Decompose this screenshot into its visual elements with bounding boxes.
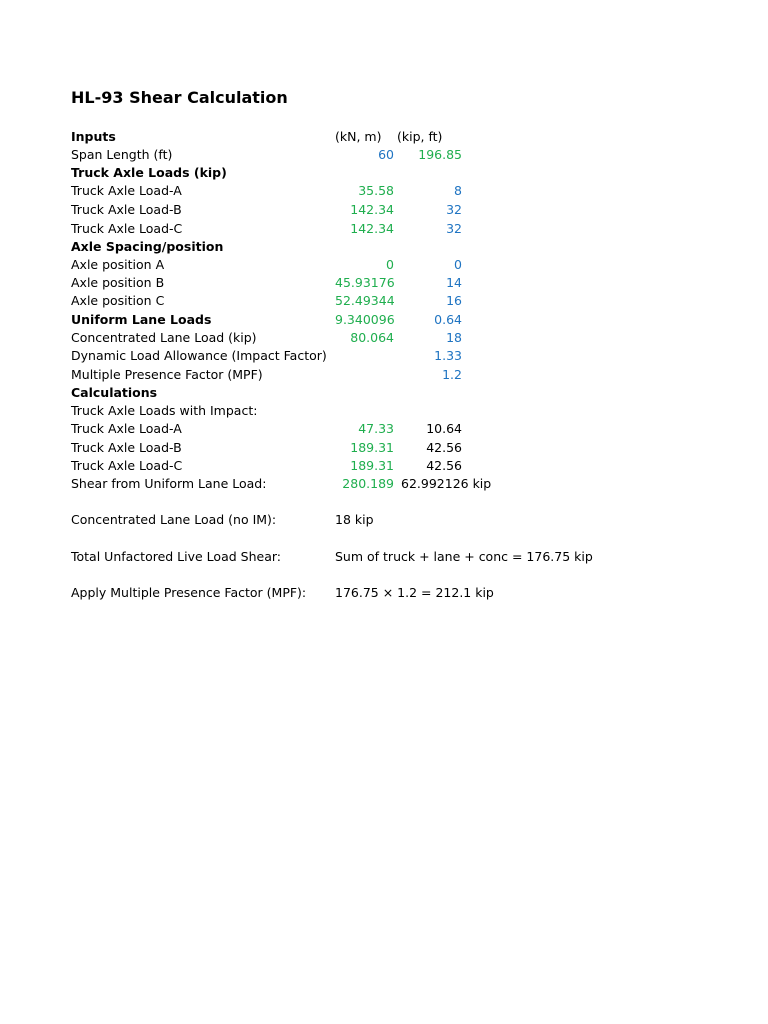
row-label: Apply Multiple Presence Factor (MPF): xyxy=(71,585,307,600)
inputs-heading: Inputs xyxy=(71,129,116,144)
imperial-units-header: (kip, ft) xyxy=(397,129,443,144)
row-label: Truck Axle Load-C xyxy=(71,221,183,236)
row-label: Shear from Uniform Lane Load: xyxy=(71,476,267,491)
row-label: Axle position C xyxy=(71,293,165,308)
metric-value: 280.189 xyxy=(342,476,394,491)
row-label: Concentrated Lane Load (kip) xyxy=(71,330,257,345)
metric-value: 142.34 xyxy=(350,202,394,217)
metric-value: 9.340096 xyxy=(335,312,395,327)
row-label: Truck Axle Load-B xyxy=(71,440,182,455)
imperial-value: 62.992126 kip xyxy=(401,476,492,491)
imperial-value: 16 xyxy=(446,293,462,308)
row-label: Multiple Presence Factor (MPF) xyxy=(71,367,263,382)
row-label: Truck Axle Load-A xyxy=(71,421,182,436)
row-label: Truck Axle Load-C xyxy=(71,458,183,473)
row-label: Axle position B xyxy=(71,275,165,290)
metric-value: 0 xyxy=(386,257,394,272)
section-heading: Uniform Lane Loads xyxy=(71,312,212,327)
metric-value: 45.93176 xyxy=(335,275,395,290)
imperial-value: 1.2 xyxy=(442,367,462,382)
imperial-value: 32 xyxy=(446,202,462,217)
imperial-value: 10.64 xyxy=(426,421,462,436)
section-heading: Truck Axle Loads (kip) xyxy=(71,165,227,180)
result-text: 18 kip xyxy=(335,512,374,527)
metric-value: 80.064 xyxy=(350,330,394,345)
metric-value: 142.34 xyxy=(350,221,394,236)
imperial-value: 0.64 xyxy=(434,312,462,327)
row-label: Total Unfactored Live Load Shear: xyxy=(71,549,281,564)
imperial-value: 0 xyxy=(454,257,462,272)
row-label: Truck Axle Load-A xyxy=(71,183,182,198)
imperial-value: 18 xyxy=(446,330,462,345)
section-heading: Calculations xyxy=(71,385,158,400)
section-heading: Axle Spacing/position xyxy=(71,239,224,254)
row-label: Concentrated Lane Load (no IM): xyxy=(71,512,277,527)
metric-value: 47.33 xyxy=(358,421,394,436)
imperial-value: 196.85 xyxy=(418,147,462,162)
metric-value: 189.31 xyxy=(350,458,394,473)
row-label: Dynamic Load Allowance (Impact Factor) xyxy=(71,348,327,363)
imperial-value: 42.56 xyxy=(426,458,462,473)
sheet-title: HL-93 Shear Calculation xyxy=(71,88,288,107)
metric-value: 189.31 xyxy=(350,440,394,455)
metric-value: 35.58 xyxy=(358,183,394,198)
metric-units-header: (kN, m) xyxy=(335,129,382,144)
row-label: Truck Axle Loads with Impact: xyxy=(71,403,258,418)
imperial-value: 32 xyxy=(446,221,462,236)
imperial-value: 1.33 xyxy=(434,348,462,363)
metric-value: 60 xyxy=(378,147,394,162)
row-label: Truck Axle Load-B xyxy=(71,202,182,217)
row-label: Span Length (ft) xyxy=(71,147,173,162)
imperial-value: 8 xyxy=(454,183,462,198)
metric-value: 52.49344 xyxy=(335,293,395,308)
result-text: 176.75 × 1.2 = 212.1 kip xyxy=(335,585,494,600)
imperial-value: 14 xyxy=(446,275,462,290)
imperial-value: 42.56 xyxy=(426,440,462,455)
row-label: Axle position A xyxy=(71,257,165,272)
result-text: Sum of truck + lane + conc = 176.75 kip xyxy=(335,549,593,564)
